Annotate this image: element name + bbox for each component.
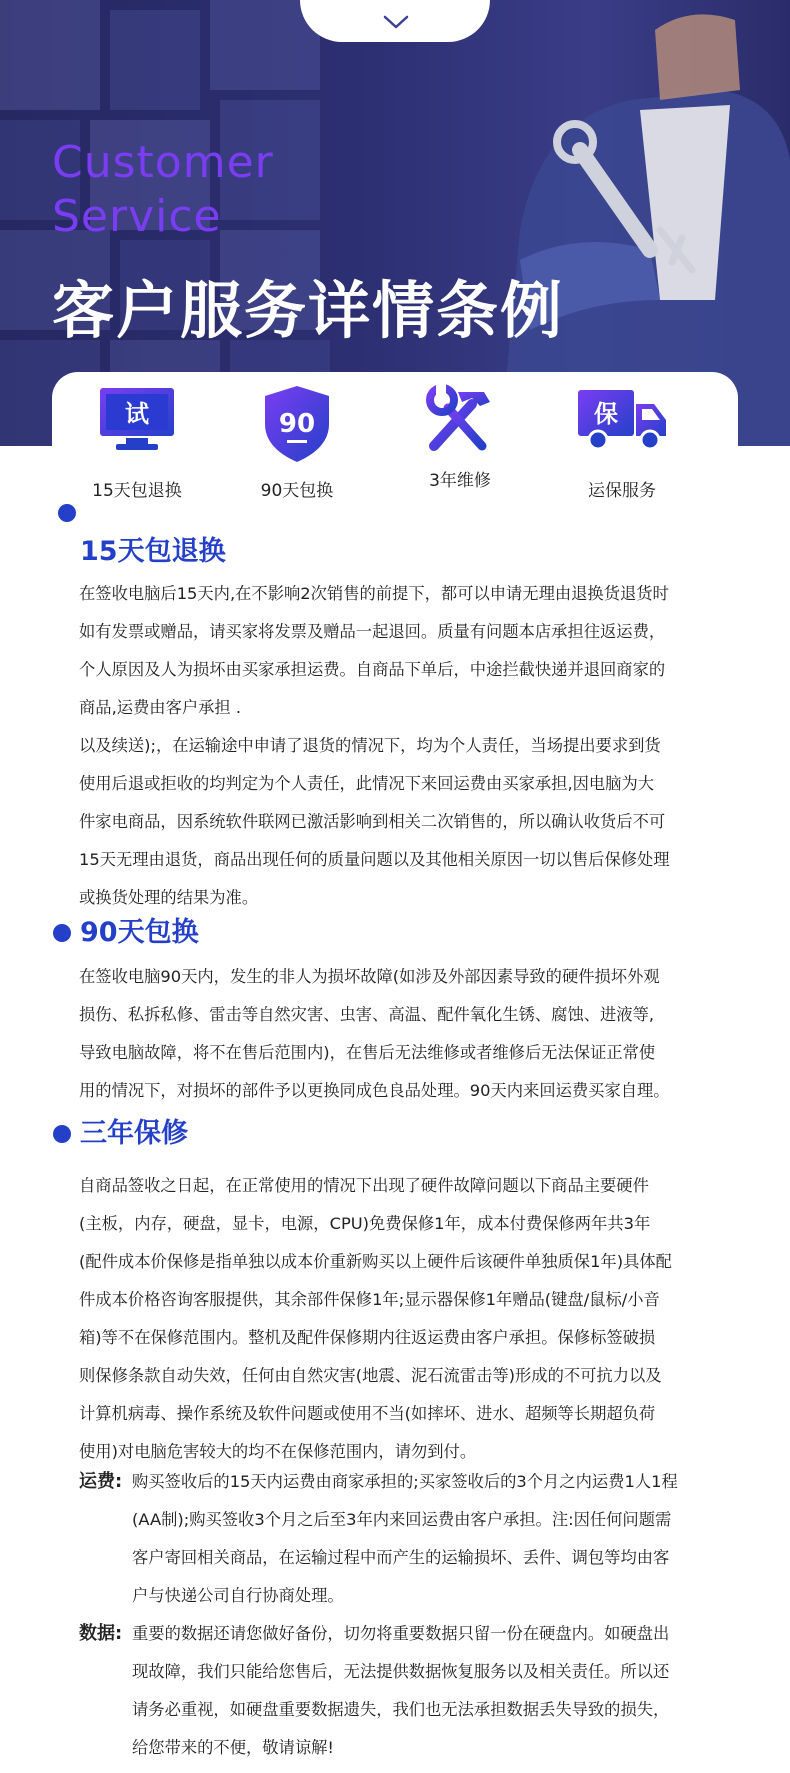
delivery-truck-icon xyxy=(574,384,670,456)
feature-item-3-year-repair xyxy=(385,384,535,504)
feature-card xyxy=(52,372,738,512)
monitor-glyph: 试 xyxy=(125,400,149,428)
term-label-data: 数据: xyxy=(79,1623,123,1644)
monitor-trial-icon xyxy=(96,384,178,456)
section-text-3-year-warranty: 自商品签收之日起，在正常使用的情况下出现了硬件故障问题以下商品主要硬件 (主板，内存，硬盘，显卡，电源，CPU)免费保修1年，成本付费保修两年共3年 (配件成本价保修是指单独以成本价重新购买以上硬件后该硬件单独质保1年)具体配 件成本价格咨询客服提供，其余部件保修1年;显示器保修1年赠品(键盘/鼠标/小音 箱)等不在保修范围内。整机及配件保修期内往返运费由客户承担。保修标签破损 则保修条款自动失效，任何由自然灾害(地震、泥石流雷击等)形成的不可抗力以及 计算机病毒、操作系统及软件问题或使用不当(如摔坏、进水、超频等长期超负荷 使用)对电脑危害较大的均不在保修范围内，请勿到付。 xyxy=(79,1176,672,1461)
feature-item-15-day-return xyxy=(62,384,212,504)
shield-90-icon xyxy=(261,384,333,464)
feature-item-shipping-insurance xyxy=(547,384,697,504)
shield-glyph: 90 xyxy=(278,409,316,439)
feature-label: 运保服务 xyxy=(588,481,656,501)
section-title-90-day-exchange: 90天包换 xyxy=(80,917,199,948)
english-title xyxy=(52,136,274,244)
english-title-line2: Service xyxy=(52,191,222,242)
section-bullet xyxy=(58,504,76,522)
section-title-15-day-return: 15天包退换 xyxy=(80,536,226,567)
feature-label: 90天包换 xyxy=(260,481,334,501)
section-title-3-year-warranty: 三年保修 xyxy=(80,1118,188,1149)
tools-icon xyxy=(422,384,498,456)
section-bullet xyxy=(53,1125,71,1143)
section-text-15-day-return: 在签收电脑后15天内,在不影响2次销售的前提下，都可以申请无理由退换货退货时 如有发票或赠品，请买家将发票及赠品一起退回。质量有问题本店承担往返运费， 个人原因及人为损坏由买家承担运费。自商品下单后，中途拦截快递并退回商家的 商品,运费由客户承担 . 以及续送);，在运输途中申请了退货的情况下，均为个人责任，当场提出要求到货 使用后退或拒收的均判定为个人责任，此情况下来回运费由买家承担,因电脑为大 件家电商品，因系统软件联网已激活影响到相关二次销售的，所以确认收货后不可 15天无理由退货，商品出现任何的质量问题以及其他相关原因一切以售后保修处理 或换货处理的结果为准。 xyxy=(79,584,670,907)
feature-label: 15天包退换 xyxy=(92,481,182,501)
page-title: 客户服务详情条例 xyxy=(52,274,565,347)
english-title-line1: Customer xyxy=(52,137,274,188)
feature-label: 3年维修 xyxy=(429,471,491,491)
section-text-90-day-exchange: 在签收电脑90天内，发生的非人为损坏故障(如涉及外部因素导致的硬件损坏外观 损伤、私拆私修、雷击等自然灾害、虫害、高温、配件氧化生锈、腐蚀、进液等, 导致电脑故障，将不在售后范围内)，在售后无法维修或者维修后无法保证正常使 用的情况下，对损坏的部件予以更换同成色良品处理。90天内来回运费买家自理。 xyxy=(79,967,670,1100)
term-text-shipping: 购买签收后的15天内运费由商家承担的;买家签收后的3个月之内运费1人1程 (AA制);购买签收3个月之后至3年内来回运费由客户承担。注:因任何问题需 客户寄回相关商品，在运输过程中而产生的运输损坏、丢件、调包等均由客 户与快递公司自行协商处理。 xyxy=(132,1472,678,1605)
feature-item-90-day-exchange xyxy=(222,384,372,504)
chevron-down-icon xyxy=(383,14,409,30)
term-label-shipping: 运费: xyxy=(79,1471,123,1492)
truck-glyph: 保 xyxy=(594,400,618,428)
section-bullet xyxy=(53,924,71,942)
term-text-data: 重要的数据还请您做好备份，切勿将重要数据只留一份在硬盘内。如硬盘出 现故障，我们只能给您售后，无法提供数据恢复服务以及相关责任。所以还 请务必重视，如硬盘重要数据遗失，我们也无法承担数据丢失导致的损失， 给您带来的不便，敬请谅解! xyxy=(132,1624,670,1757)
